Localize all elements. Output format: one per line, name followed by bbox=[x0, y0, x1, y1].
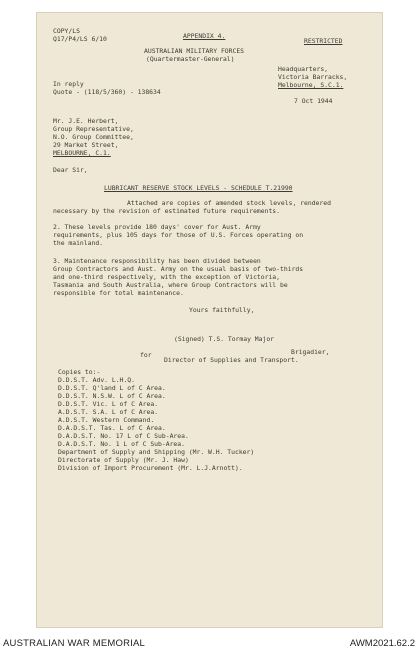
salutation: Dear Sir, bbox=[53, 166, 88, 174]
signatory-title: Director of Supplies and Transport. bbox=[164, 356, 299, 364]
copy-item: D.D.S.T. Adv. L.H.Q. bbox=[58, 376, 135, 384]
copy-item: A.D.S.T. Western Command. bbox=[58, 416, 155, 424]
hq-line-2: Victoria Barracks, bbox=[278, 73, 348, 81]
para2-line-1: 2. These levels provide 180 days' cover for Aust. Army bbox=[53, 223, 261, 231]
copy-item: D.D.S.T. Q'land L of C Area. bbox=[58, 384, 166, 392]
document-page bbox=[37, 13, 382, 627]
para2-line-3: the mainland. bbox=[53, 239, 104, 247]
para1-line-1: Attached are copies of amended stock levels, rendered bbox=[127, 199, 331, 207]
reply-line-2: Quote - (118/5/360) - 138634 bbox=[53, 88, 161, 96]
copy-item: D.A.D.S.T. No. 17 L of C Sub-Area. bbox=[58, 432, 189, 440]
appendix-label: APPENDIX 4. bbox=[183, 32, 226, 40]
para2-line-2: requirements, plus 105 days for those of U.S. Forces operating on bbox=[53, 231, 304, 239]
signatory-rank: Brigadier, bbox=[291, 348, 330, 356]
copy-item: D.D.S.T. Vic. L of C Area. bbox=[58, 400, 159, 408]
para3-line-5: responsible for total maintenance. bbox=[53, 289, 184, 297]
copy-item: Directorate of Supply (Mr. J. Haw) bbox=[58, 456, 189, 464]
copy-reference: COPY/LS bbox=[53, 27, 80, 35]
para1-line-2: necessary by the revision of estimated future requirements. bbox=[53, 207, 281, 215]
addressee-line-2: Group Representative, bbox=[53, 125, 134, 133]
addressee-line-5: MELBOURNE, C.1. bbox=[53, 149, 111, 157]
copy-item: D.D.S.T. N.S.W. L of C Area. bbox=[58, 392, 166, 400]
copies-heading: Copies to:- bbox=[58, 368, 101, 376]
footer-bar bbox=[0, 633, 418, 653]
copy-item: D.A.D.S.T. No. 1 L of C Sub-Area. bbox=[58, 440, 185, 448]
subject-line: LUBRICANT RESERVE STOCK LEVELS - SCHEDULE T.21990 bbox=[104, 184, 293, 192]
reply-line-1: In reply bbox=[53, 80, 84, 88]
footer-institution: AUSTRALIAN WAR MEMORIAL bbox=[3, 638, 146, 649]
letter-date: 7 Oct 1944 bbox=[294, 97, 333, 105]
addressee-line-4: 29 Market Street, bbox=[53, 141, 119, 149]
footer-accession-number: AWM2021.62.2 bbox=[349, 638, 415, 649]
copy-item: D.A.D.S.T. Tas. L of C Area. bbox=[58, 424, 166, 432]
addressee-line-1: Mr. J.E. Herbert, bbox=[53, 117, 119, 125]
para3-line-1: 3. Maintenance responsibility has been divided between bbox=[53, 257, 261, 265]
para3-line-4: Tasmania and South Australia, where Group Contractors will be bbox=[53, 281, 288, 289]
addressee-line-3: N.O. Group Committee, bbox=[53, 133, 134, 141]
signature-line: (Signed) T.S. Tormay Major bbox=[174, 335, 275, 343]
file-reference: Q17/P4/LS 6/10 bbox=[53, 35, 107, 43]
organization-name: AUSTRALIAN MILITARY FORCES bbox=[144, 47, 245, 55]
closing: Yours faithfully, bbox=[189, 306, 255, 314]
for-label: for bbox=[140, 351, 152, 359]
para3-line-3: and one-third respectively, with the exception of Victoria, bbox=[53, 273, 281, 281]
para3-line-2: Group Contractors and Aust. Army on the usual basis of two-thirds bbox=[53, 265, 304, 273]
hq-line-1: Headquarters, bbox=[278, 65, 329, 73]
classification-label: RESTRICTED bbox=[304, 37, 343, 45]
organization-subtitle: (Quartermaster-General) bbox=[146, 55, 235, 63]
copy-item: A.D.S.T. S.A. L of C Area. bbox=[58, 408, 159, 416]
copy-item: Department of Supply and Shipping (Mr. W.H. Tucker) bbox=[58, 448, 255, 456]
hq-line-3: Melbourne, S.C.1. bbox=[278, 81, 344, 89]
copy-item: Division of Import Procurement (Mr. L.J.Arnott). bbox=[58, 464, 243, 472]
